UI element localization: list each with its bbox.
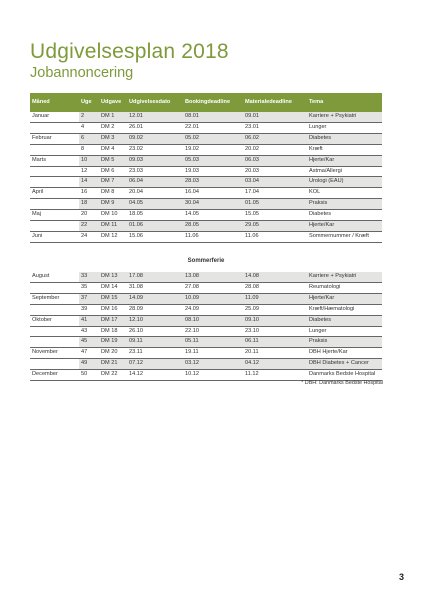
material-deadline-cell: 09.10: [243, 315, 307, 326]
edition-cell: DM 13: [99, 272, 127, 282]
booking-deadline-cell: 14.05: [185, 211, 199, 218]
month-cell: Marts: [30, 155, 79, 166]
booking-deadline-cell: 05.11: [183, 337, 243, 348]
table-row: [30, 166, 382, 177]
publish-date-cell: 09.02: [127, 133, 183, 144]
booking-deadline-cell: 19.03: [185, 167, 199, 174]
material-deadline-cell: 04.12: [243, 359, 307, 370]
table-row: [30, 144, 382, 155]
publish-date-cell: 14.12: [129, 371, 143, 378]
schedule-table-first-half: [30, 93, 382, 243]
material-deadline-cell: 14.08: [243, 272, 307, 282]
theme-cell: Hjerte/Kar: [307, 155, 382, 166]
publish-date-cell: 15.06: [129, 232, 143, 239]
week-cell: 6: [79, 133, 99, 144]
material-deadline-cell: 23.01: [245, 123, 259, 130]
booking-deadline-cell: 05.02: [183, 133, 243, 144]
table-row: [30, 177, 382, 188]
booking-deadline-cell: 08.01: [183, 112, 243, 122]
page-title: Udgivelsesplan 2018: [30, 40, 229, 63]
edition-cell: DM 18: [101, 327, 118, 334]
edition-cell: DM 2: [101, 123, 115, 130]
booking-deadline-cell: 10.12: [185, 371, 199, 378]
table-row: [30, 348, 382, 359]
page-subtitle: Jobannoncering: [30, 65, 134, 81]
theme-cell: Urologi (EAU): [307, 177, 382, 188]
week-cell: 45: [79, 337, 99, 348]
material-deadline-cell: 29.05: [243, 221, 307, 232]
material-deadline-cell: 28.08: [245, 283, 259, 290]
booking-deadline-cell: 16.04: [185, 189, 199, 196]
edition-cell: DM 9: [99, 199, 127, 210]
table-row: [30, 221, 382, 232]
publish-date-cell: 23.11: [129, 349, 143, 356]
booking-deadline-cell: 05.03: [183, 155, 243, 166]
material-deadline-cell: 06.03: [243, 155, 307, 166]
material-deadline-cell: 09.01: [243, 112, 307, 122]
publish-date-cell: 23.02: [129, 145, 143, 152]
week-cell: 37: [79, 293, 99, 304]
month-cell: [30, 304, 79, 315]
table-row: [30, 188, 382, 199]
material-deadline-cell: 06.11: [243, 337, 307, 348]
theme-cell: Astma/Allergi: [309, 167, 342, 174]
month-cell: [30, 326, 79, 337]
edition-cell: DM 14: [101, 283, 118, 290]
week-cell: 10: [79, 155, 99, 166]
publish-date-cell: 31.08: [129, 283, 143, 290]
month-cell: [30, 144, 79, 155]
edition-cell: DM 7: [99, 177, 127, 188]
page-number: 3: [398, 572, 404, 582]
theme-cell: Diabetes: [309, 211, 332, 218]
table-row: [30, 359, 382, 370]
material-deadline-cell: 20.02: [245, 145, 259, 152]
publish-date-cell: 07.12: [127, 359, 183, 370]
publish-date-cell: 18.05: [129, 211, 143, 218]
week-cell: 12: [81, 167, 88, 174]
booking-deadline-cell: 24.09: [185, 305, 199, 312]
material-deadline-cell: 11.12: [245, 371, 259, 378]
header-publish-date: Udgivelsesdato: [129, 99, 171, 105]
week-cell: 18: [79, 199, 99, 210]
week-cell: 22: [79, 221, 99, 232]
material-deadline-cell: 23.10: [245, 327, 259, 334]
week-cell: 33: [79, 272, 99, 282]
table-row: [30, 199, 382, 210]
theme-cell: Praksis: [307, 199, 382, 210]
booking-deadline-cell: 22.01: [185, 123, 199, 130]
table-row: [30, 112, 382, 122]
theme-cell: Danmarks Bedste Hospital: [309, 371, 376, 378]
table-body: [30, 112, 382, 242]
material-deadline-cell: 06.02: [243, 133, 307, 144]
theme-cell: Hjerte/Kar: [307, 293, 382, 304]
theme-cell: Karriere + Psykiatri: [307, 112, 382, 122]
theme-cell: Kræft/Hæmatologi: [309, 305, 355, 312]
booking-deadline-cell: 08.10: [183, 315, 243, 326]
material-deadline-cell: 11.06: [245, 232, 259, 239]
theme-cell: Reumatologi: [309, 283, 341, 290]
table-row: [30, 337, 382, 348]
header-row: [30, 93, 382, 112]
edition-cell: DM 10: [101, 211, 118, 218]
schedule-table-second-half: [30, 272, 382, 381]
week-cell: 47: [81, 349, 88, 356]
publish-date-cell: 26.01: [129, 123, 143, 130]
publish-date-cell: 09.03: [127, 155, 183, 166]
table-row: [30, 272, 382, 282]
theme-cell: DBH Diabetes + Cancer: [307, 359, 382, 370]
booking-deadline-cell: 22.10: [185, 327, 199, 334]
publish-date-cell: 01.06: [127, 221, 183, 232]
theme-cell: Diabetes: [307, 133, 382, 144]
theme-cell: KOL: [309, 189, 321, 196]
edition-cell: DM 5: [99, 155, 127, 166]
edition-cell: DM 6: [101, 167, 115, 174]
theme-cell: Lunger: [309, 327, 327, 334]
week-cell: 8: [81, 145, 85, 152]
footnote: * DBH: Danmarks Bedste Hospital: [301, 380, 383, 386]
edition-cell: DM 17: [99, 315, 127, 326]
theme-cell: Sommernummer / Kræft: [309, 232, 369, 239]
publish-date-cell: 14.09: [127, 293, 183, 304]
table-row: [30, 304, 382, 315]
publish-date-cell: 23.03: [129, 167, 143, 174]
month-cell: Oktober: [30, 315, 79, 326]
publish-date-cell: 04.05: [127, 199, 183, 210]
booking-deadline-cell: 28.05: [183, 221, 243, 232]
booking-deadline-cell: 10.09: [183, 293, 243, 304]
week-cell: 24: [81, 232, 88, 239]
material-deadline-cell: 20.11: [245, 349, 259, 356]
theme-cell: Kræft: [309, 145, 323, 152]
booking-deadline-cell: 19.02: [185, 145, 199, 152]
table-row: [30, 210, 382, 221]
month-cell: November: [32, 349, 58, 356]
booking-deadline-cell: 28.03: [183, 177, 243, 188]
theme-cell: Praksis: [307, 337, 382, 348]
week-cell: 41: [79, 315, 99, 326]
publish-date-cell: 12.01: [127, 112, 183, 122]
week-cell: 50: [81, 371, 88, 378]
booking-deadline-cell: 19.11: [185, 349, 199, 356]
header-material-deadline: Materialedeadline: [245, 99, 292, 105]
booking-deadline-cell: 03.12: [183, 359, 243, 370]
month-cell: August: [30, 272, 79, 282]
table-row: [30, 293, 382, 304]
material-deadline-cell: 17.04: [245, 189, 259, 196]
table-row: [30, 326, 382, 337]
table-row: [30, 133, 382, 144]
table-row: [30, 122, 382, 133]
table-header: [30, 93, 382, 112]
month-cell: [30, 282, 79, 293]
month-cell: [30, 177, 79, 188]
material-deadline-cell: 01.05: [243, 199, 307, 210]
publish-date-cell: 06.04: [127, 177, 183, 188]
table-row: [30, 282, 382, 293]
edition-cell: DM 3: [99, 133, 127, 144]
publish-date-cell: 26.10: [129, 327, 143, 334]
publish-date-cell: 28.09: [129, 305, 143, 312]
header-booking-deadline: Bookingdeadline: [185, 99, 231, 105]
month-cell: Maj: [32, 211, 42, 218]
header-theme: Tema: [309, 99, 324, 105]
week-cell: 14: [79, 177, 99, 188]
publish-date-cell: 17.08: [127, 272, 183, 282]
booking-deadline-cell: 30.04: [183, 199, 243, 210]
edition-cell: DM 15: [99, 293, 127, 304]
header-edition: Udgave: [101, 99, 122, 105]
edition-cell: DM 16: [101, 305, 118, 312]
edition-cell: DM 21: [99, 359, 127, 370]
header-month: Måned: [32, 99, 50, 105]
month-cell: December: [32, 371, 58, 378]
material-deadline-cell: 15.05: [245, 211, 259, 218]
week-cell: 39: [81, 305, 88, 312]
theme-cell: DBH Hjerte/Kar: [309, 349, 348, 356]
month-cell: Juni: [32, 232, 43, 239]
week-cell: 4: [81, 123, 85, 130]
month-cell: [30, 221, 79, 232]
edition-cell: DM 19: [99, 337, 127, 348]
week-cell: 16: [81, 189, 88, 196]
month-cell: [30, 359, 79, 370]
material-deadline-cell: 25.09: [245, 305, 259, 312]
month-cell: September: [30, 293, 79, 304]
edition-cell: DM 1: [99, 112, 127, 122]
month-cell: Februar: [30, 133, 79, 144]
header-week: Uge: [81, 99, 92, 105]
table-row: [30, 231, 382, 242]
edition-cell: DM 4: [101, 145, 115, 152]
table-body: [30, 272, 382, 381]
week-cell: 2: [79, 112, 99, 122]
booking-deadline-cell: 11.06: [185, 232, 199, 239]
theme-cell: Diabetes: [307, 315, 382, 326]
theme-cell: Lunger: [309, 123, 327, 130]
month-cell: April: [32, 189, 44, 196]
edition-cell: DM 8: [101, 189, 115, 196]
material-deadline-cell: 20.03: [245, 167, 259, 174]
week-cell: 43: [81, 327, 88, 334]
theme-cell: Hjerte/Kar: [307, 221, 382, 232]
month-cell: [30, 199, 79, 210]
edition-cell: DM 20: [101, 349, 118, 356]
edition-cell: DM 22: [101, 371, 118, 378]
table-row: [30, 155, 382, 166]
theme-cell: Karriere + Psykiatri: [307, 272, 382, 282]
table-row: [30, 370, 382, 381]
edition-cell: DM 12: [101, 232, 118, 239]
table-row: [30, 315, 382, 326]
summer-break-label: Sommerferie: [187, 258, 225, 264]
publish-date-cell: 12.10: [127, 315, 183, 326]
month-cell: [30, 166, 79, 177]
booking-deadline-cell: 27.08: [185, 283, 199, 290]
material-deadline-cell: 11.09: [243, 293, 307, 304]
booking-deadline-cell: 13.08: [183, 272, 243, 282]
week-cell: 20: [81, 211, 88, 218]
month-cell: [30, 337, 79, 348]
month-cell: [30, 122, 79, 133]
week-cell: 49: [79, 359, 99, 370]
publish-date-cell: 20.04: [129, 189, 143, 196]
month-cell: Januar: [30, 112, 79, 122]
week-cell: 35: [81, 283, 88, 290]
edition-cell: DM 11: [99, 221, 127, 232]
publish-date-cell: 09.11: [127, 337, 183, 348]
material-deadline-cell: 03.04: [243, 177, 307, 188]
